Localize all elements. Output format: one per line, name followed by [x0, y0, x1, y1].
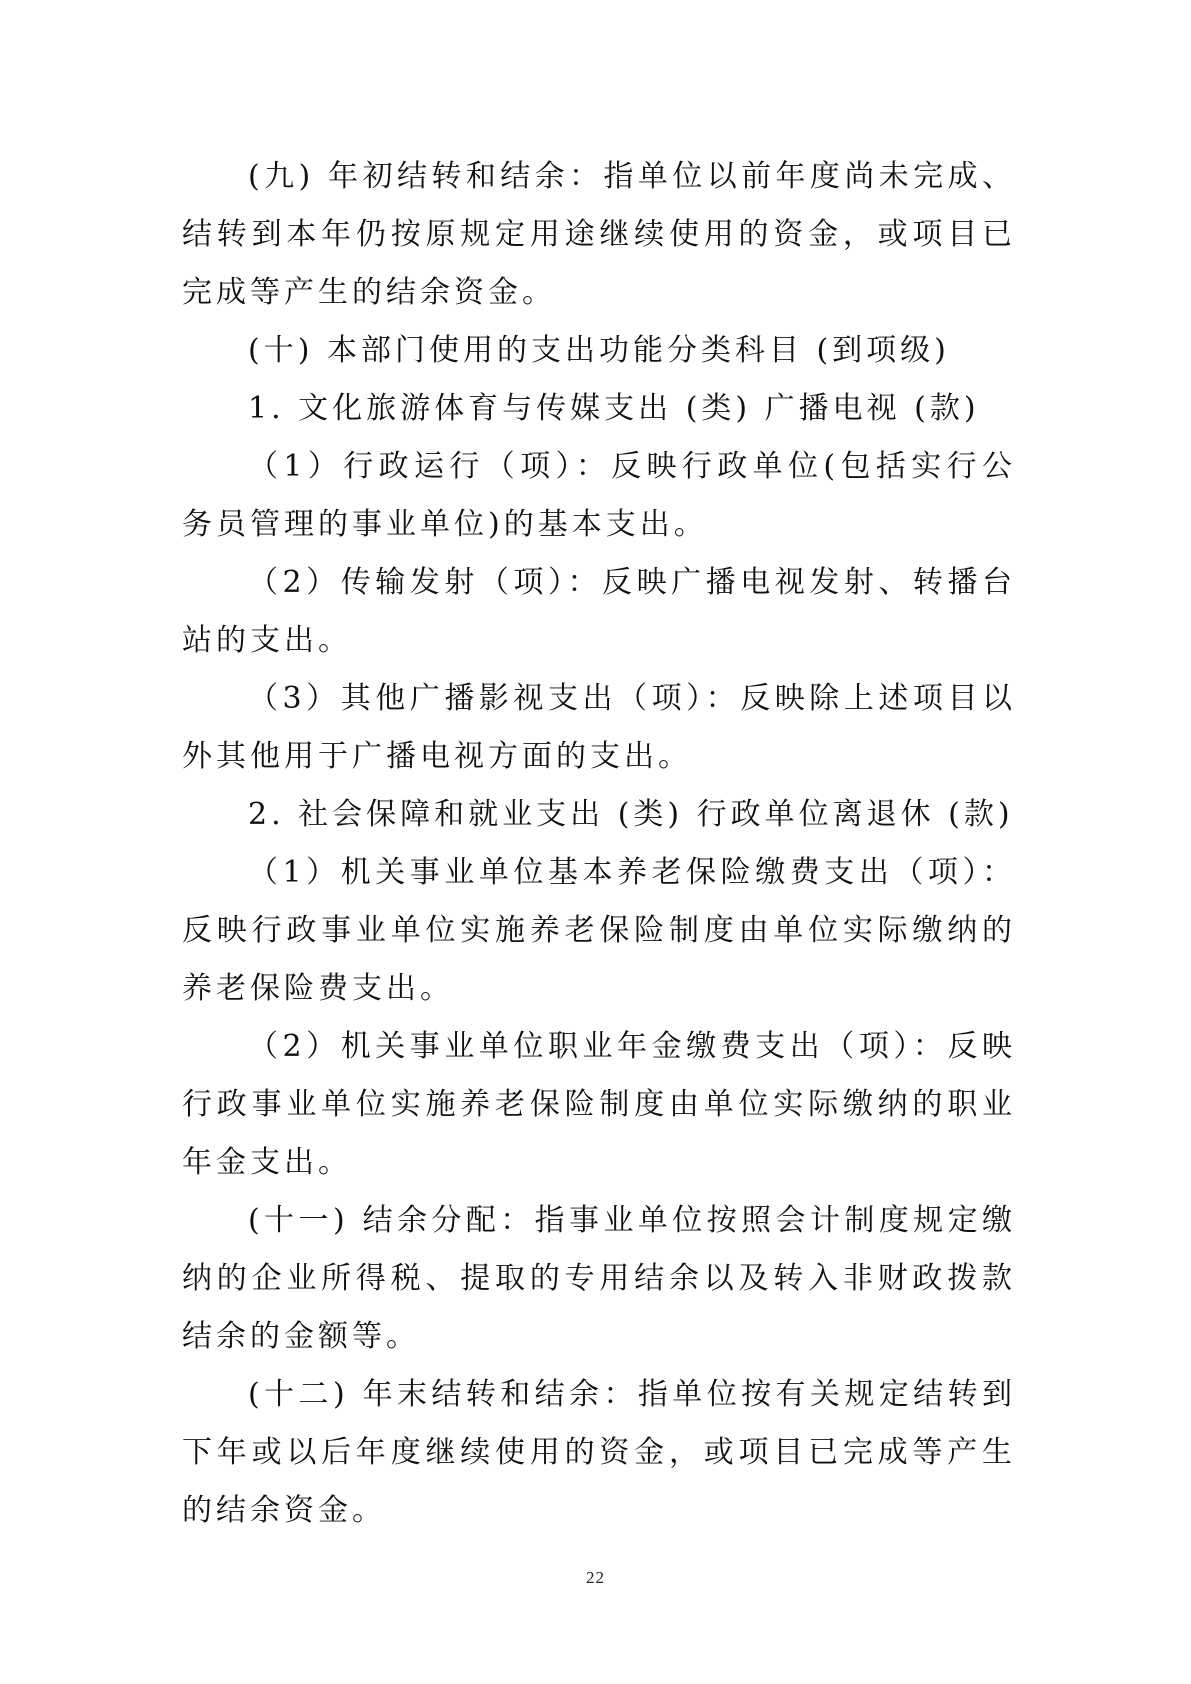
paragraph-year-start-carryover: (九) 年初结转和结余：指单位以前年度尚未完成、结转到本年仍按原规定用途继续使用的资金，或项目已完成等产生的结余资金。 [182, 159, 1016, 310]
paragraph-admin-operation: （1）行政运行（项）：反映行政单位(包括实行公务员管理的事业单位)的基本支出。 [182, 449, 1016, 542]
paragraph-year-end-carryover: (十二) 年末结转和结余：指单位按有关规定结转到下年或以后年度继续使用的资金，或项目已完成等产生的结余资金。 [182, 1377, 1016, 1528]
paragraph-culture-media-heading: 1. 文化旅游体育与传媒支出 (类) 广播电视 (款) [248, 391, 980, 426]
paragraph-other-broadcast: （3）其他广播影视支出（项）：反映除上述项目以外其他用于广播电视方面的支出。 [182, 681, 1016, 774]
document-body [182, 148, 1016, 1540]
paragraph-basic-pension: （1）机关事业单位基本养老保险缴费支出（项）：反映行政事业单位实施养老保险制度由单位实际缴纳的养老保险费支出。 [182, 855, 1016, 1006]
paragraph-occupational-annuity: （2）机关事业单位职业年金缴费支出（项）：反映行政事业单位实施养老保险制度由单位实际缴纳的职业年金支出。 [182, 1029, 1016, 1180]
paragraph-function-classification-heading: (十) 本部门使用的支出功能分类科目 (到项级) [248, 333, 950, 368]
paragraph-social-security-heading: 2. 社会保障和就业支出 (类) 行政单位离退休 (款) [248, 797, 1014, 832]
page-number: 22 [586, 1568, 605, 1587]
paragraph-surplus-distribution: (十一) 结余分配：指事业单位按照会计制度规定缴纳的企业所得税、提取的专用结余以及转入非财政拨款结余的金额等。 [182, 1203, 1016, 1354]
paragraph-transmission: （2）传输发射（项）：反映广播电视发射、转播台站的支出。 [182, 565, 1016, 658]
